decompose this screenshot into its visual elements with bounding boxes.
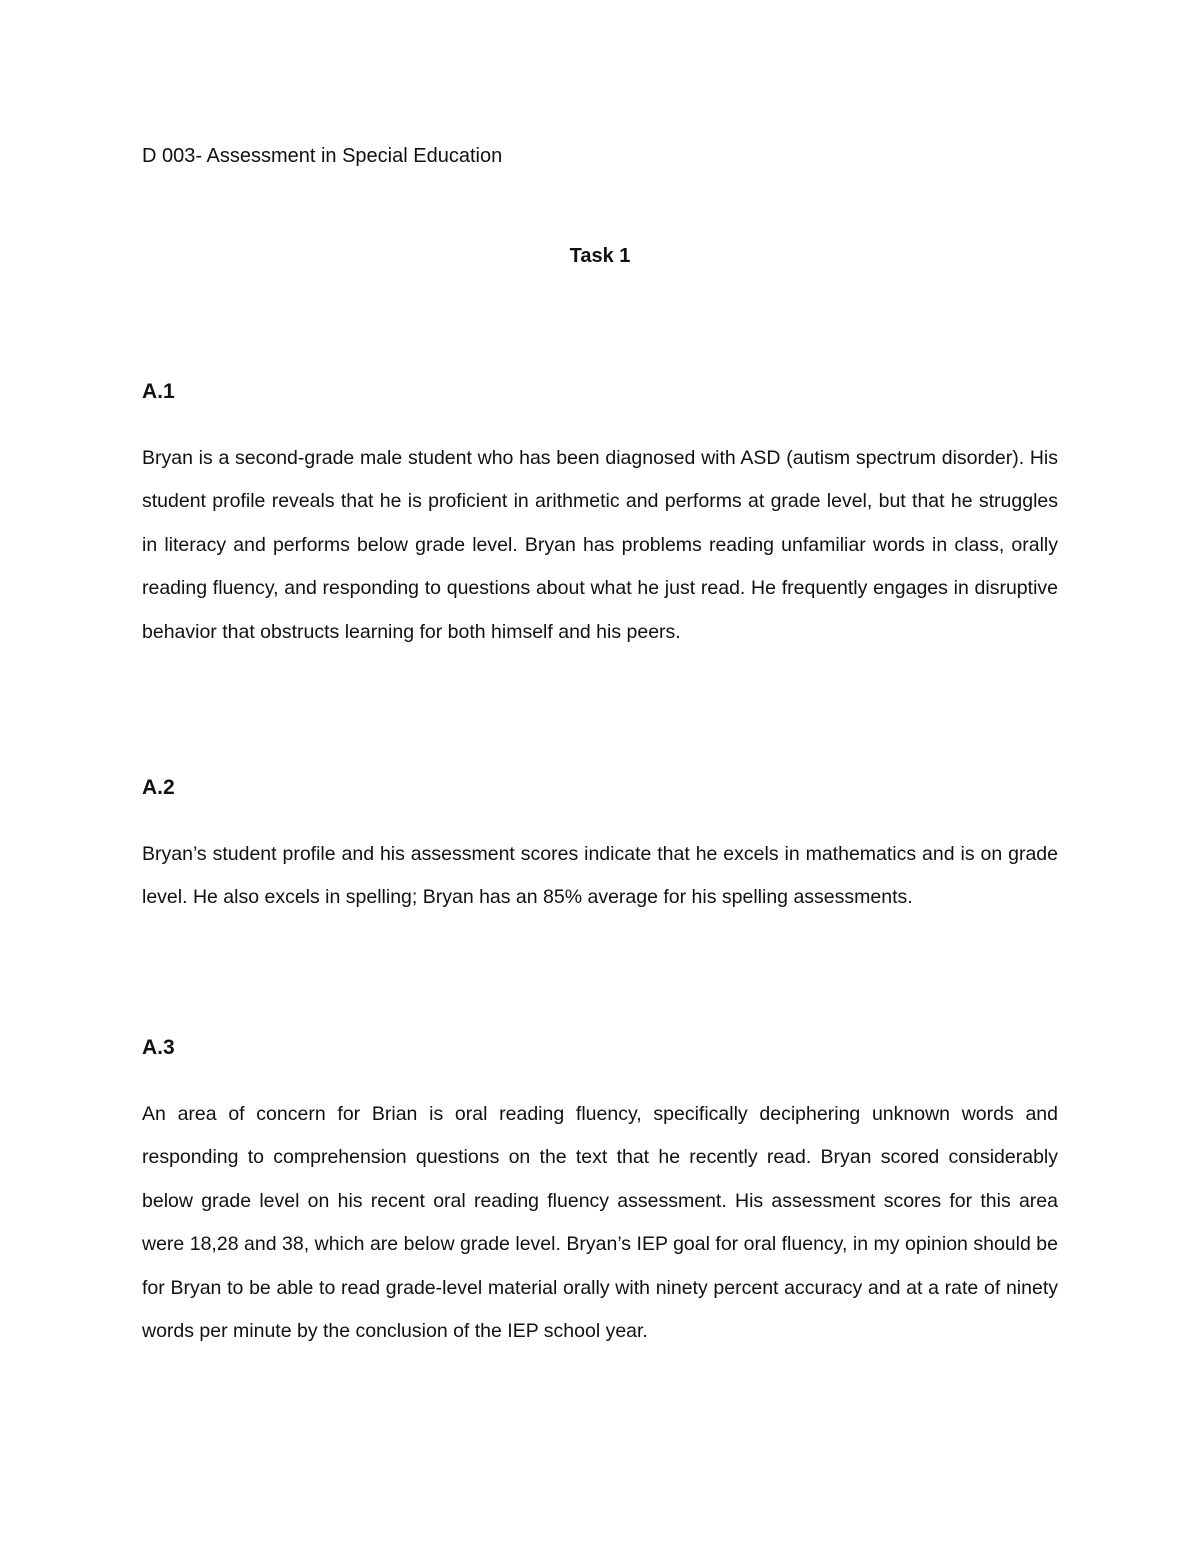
section-body-a2: Bryan’s student profile and his assessment scores indicate that he excels in mathematics and is on grade level. He also excels in spelling; Bryan has an 85% average for his spelling assessments. bbox=[142, 843, 1058, 909]
section-body-a3: An area of concern for Brian is oral reading fluency, specifically deciphering unknown words and responding to comprehension questions on the text that he recently read. Bryan scored considerably below grade level on his recent oral reading fluency assessment. His assessment scores for this area were 18,28 and 38, which are below grade level. Bryan’s IEP goal for oral fluency, in my opinion should be for Bryan to be able to read grade-level material orally with ninety percent accuracy and at a rate of ninety words per minute by the conclusion of the IEP school year. bbox=[142, 1103, 1058, 1343]
task-title: Task 1 bbox=[569, 245, 631, 267]
section-heading-a2: A.2 bbox=[142, 776, 175, 799]
course-title: D 003- Assessment in Special Education bbox=[142, 145, 503, 167]
section-heading-a3: A.3 bbox=[142, 1036, 175, 1059]
section-body-a1: Bryan is a second-grade male student who has been diagnosed with ASD (autism spectrum disorder). His student profile reveals that he is proficient in arithmetic and performs at grade level, but that he struggles in literacy and performs below grade level. Bryan has problems reading unfamiliar words in class, orally reading fluency, and responding to questions about what he just read. He frequently engages in disruptive behavior that obstructs learning for both himself and his peers. bbox=[142, 447, 1058, 643]
section-heading-a1: A.1 bbox=[142, 380, 175, 403]
